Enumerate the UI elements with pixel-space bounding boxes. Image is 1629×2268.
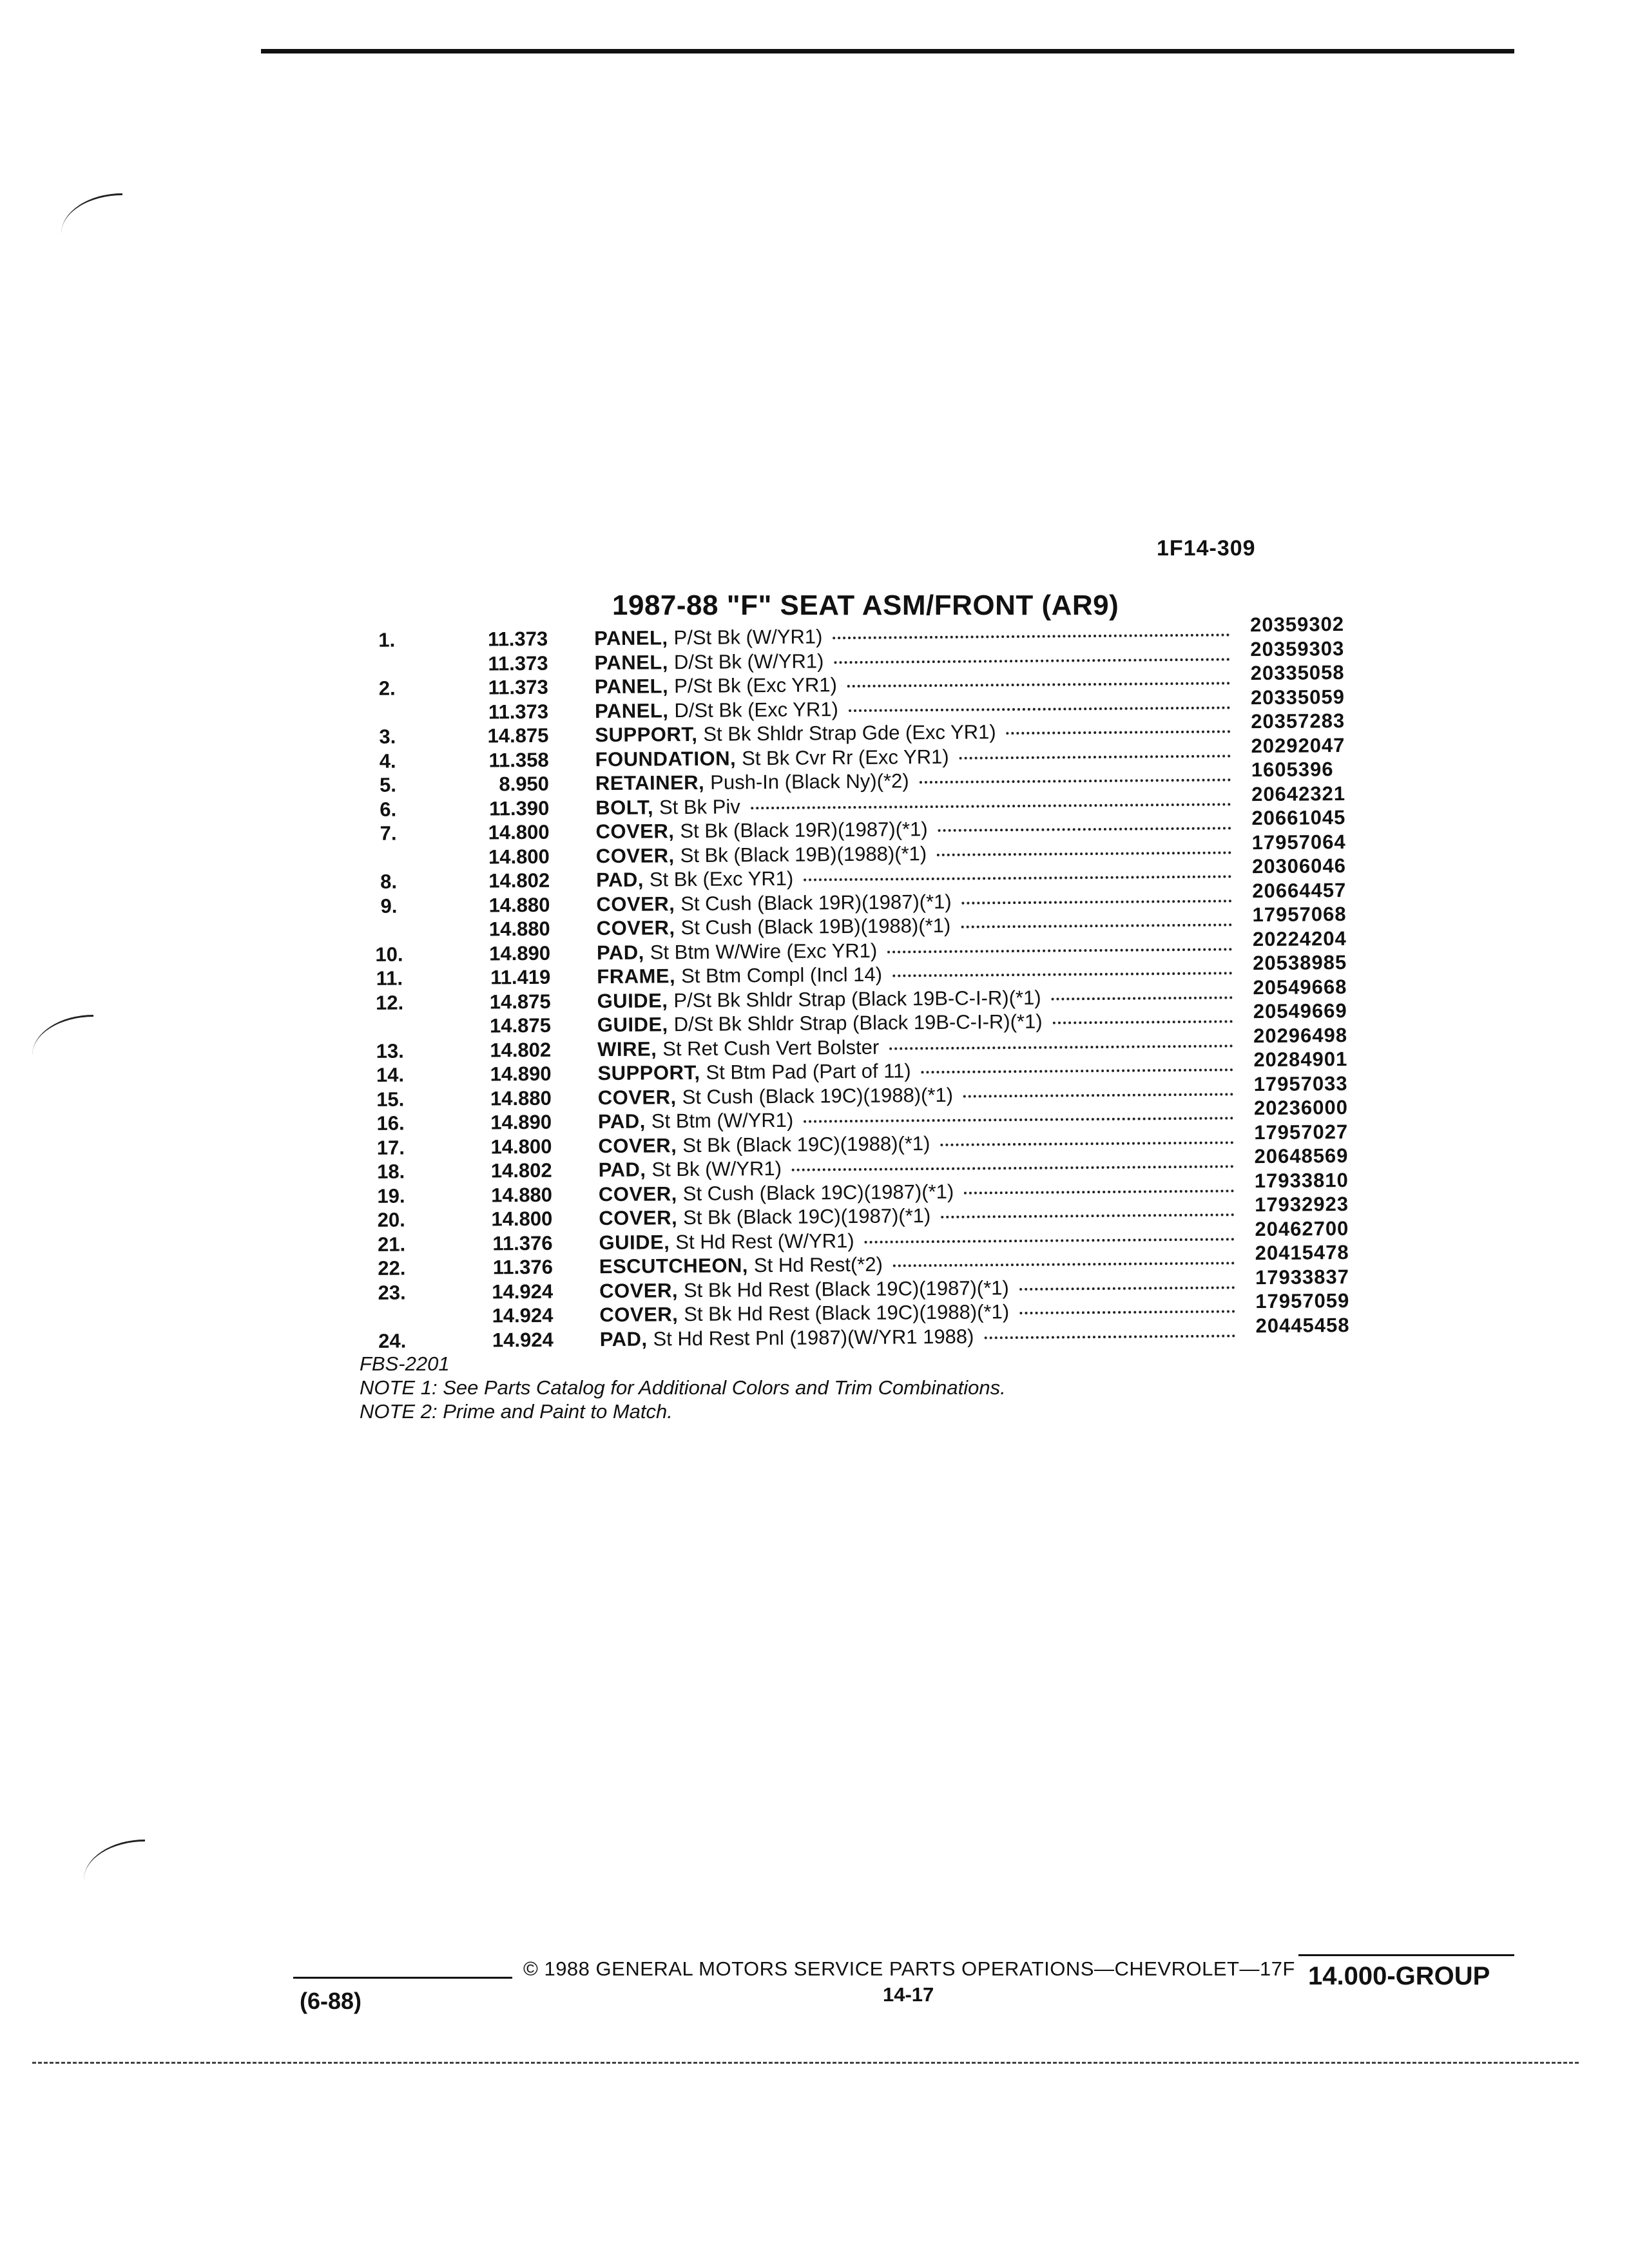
dot-leader <box>833 633 1229 639</box>
ref-number: 1. <box>378 628 396 651</box>
part-detail: St Bk (Black 19C)(1987)(*1) <box>682 1204 931 1229</box>
part-detail: St Cush (Black 19B)(1988)(*1) <box>680 914 951 939</box>
group-number: 14.880 <box>491 1183 553 1206</box>
part-name: COVER, <box>595 820 675 843</box>
dot-leader <box>849 706 1230 712</box>
part-number: 20335058 <box>1250 661 1345 685</box>
parts-list <box>361 613 1398 1352</box>
footer-copyright: © 1988 GENERAL MOTORS SERVICE PARTS OPERATIONS—CHEVROLET—17F <box>523 1957 1295 1980</box>
group-number: 14.880 <box>488 893 550 916</box>
part-detail: St Hd Rest (W/YR1) <box>675 1229 854 1253</box>
part-detail: P/St Bk Shldr Strap (Black 19B-C-I-R)(*1) <box>673 986 1041 1012</box>
dot-leader <box>1007 730 1231 735</box>
page-title: 1987-88 "F" SEAT ASM/FRONT (AR9) <box>612 590 1119 621</box>
group-number: 14.875 <box>487 724 549 747</box>
note-2: NOTE 2: Prime and Paint to Match. <box>360 1400 673 1423</box>
part-number: 20664457 <box>1252 878 1347 902</box>
part-name: COVER, <box>595 843 675 867</box>
part-detail: St Bk Shldr Strap Gde (Exc YR1) <box>703 720 996 745</box>
part-number: 20642321 <box>1251 782 1346 805</box>
part-detail: St Bk Piv <box>659 794 740 818</box>
ref-number <box>366 1304 418 1305</box>
ref-number: 13. <box>376 1039 404 1062</box>
footer-date: (6-88) <box>300 1988 362 2014</box>
part-name: PAD, <box>599 1327 648 1350</box>
part-number: 17957027 <box>1254 1120 1349 1144</box>
part-name: COVER, <box>596 916 675 940</box>
part-name: SUPPORT, <box>595 722 698 747</box>
part-detail: St Bk Hd Rest (Black 19C)(1988)(*1) <box>684 1300 1010 1326</box>
part-detail: St Bk (Black 19R)(1987)(*1) <box>680 818 928 843</box>
dot-leader <box>938 827 1231 832</box>
part-description <box>600 1322 1244 1351</box>
scan-mark-top <box>61 193 122 234</box>
part-detail: P/St Bk (W/YR1) <box>673 625 823 649</box>
group-number: 14.875 <box>489 1014 552 1037</box>
group-number: 14.924 <box>492 1280 554 1303</box>
part-number: 20357283 <box>1251 709 1345 733</box>
part-name: GUIDE, <box>597 1013 668 1037</box>
dot-leader <box>834 658 1229 664</box>
ref-number: 22. <box>378 1256 406 1280</box>
dot-leader <box>962 899 1232 904</box>
group-number: 14.924 <box>492 1328 554 1351</box>
ref-number: 16. <box>376 1111 405 1135</box>
dot-leader <box>1019 1310 1235 1314</box>
group-number: 14.800 <box>488 820 550 844</box>
part-name: COVER, <box>599 1206 678 1230</box>
ref-number: 21. <box>377 1232 406 1256</box>
part-name: PANEL, <box>594 698 669 722</box>
dot-leader <box>889 1044 1233 1050</box>
part-detail: St Bk (Black 19C)(1988)(*1) <box>682 1131 930 1157</box>
part-name: GUIDE, <box>599 1230 670 1254</box>
group-number: 11.373 <box>488 675 548 699</box>
part-name: WIRE, <box>597 1037 657 1061</box>
group-number: 11.373 <box>488 651 548 675</box>
part-number: 17933810 <box>1254 1168 1349 1192</box>
group-number: 14.924 <box>492 1303 554 1327</box>
ref-number: 24. <box>378 1329 407 1352</box>
ref-number: 5. <box>379 773 397 796</box>
ref-number: 7. <box>380 822 397 845</box>
ref-number: 14. <box>376 1063 405 1086</box>
group-number: 11.358 <box>488 748 549 771</box>
part-detail: D/St Bk (W/YR1) <box>673 649 824 673</box>
part-number: 20648569 <box>1254 1144 1349 1168</box>
part-number: 17957033 <box>1253 1072 1348 1095</box>
part-detail: St Btm (W/YR1) <box>651 1108 794 1133</box>
top-rule <box>261 49 1514 53</box>
ref-number: 15. <box>376 1087 405 1111</box>
dot-leader <box>921 1068 1233 1073</box>
footer-group: 14.000-GROUP <box>1308 1962 1490 1990</box>
part-number: 17957064 <box>1251 830 1346 854</box>
group-number: 14.880 <box>488 917 550 941</box>
ref-number: 10. <box>375 943 403 966</box>
ref-number: 6. <box>380 798 397 821</box>
part-number: 17933837 <box>1255 1265 1350 1289</box>
part-detail: St Bk Hd Rest (Black 19C)(1987)(*1) <box>683 1276 1009 1302</box>
dot-leader <box>984 1334 1235 1339</box>
part-name: ESCUTCHEON, <box>599 1254 749 1278</box>
part-name: COVER, <box>597 1085 677 1109</box>
dot-leader <box>887 948 1232 953</box>
page-reference: 1F14-309 <box>1157 536 1256 561</box>
part-number: 17957059 <box>1255 1289 1350 1313</box>
part-detail: Push-In (Black Ny)(*2) <box>710 769 909 794</box>
dot-leader <box>964 1189 1234 1194</box>
dot-leader <box>892 972 1232 977</box>
ref-number: 20. <box>377 1208 405 1231</box>
part-number: 20335059 <box>1250 685 1345 709</box>
part-name: COVER, <box>599 1303 679 1327</box>
group-number: 14.890 <box>490 1062 552 1086</box>
part-name: COVER, <box>598 1133 677 1157</box>
dot-leader <box>937 851 1231 856</box>
part-detail: St Bk (Black 19B)(1988)(*1) <box>680 841 927 867</box>
part-number: 20549668 <box>1253 975 1347 999</box>
dot-leader <box>1053 1020 1233 1024</box>
part-number: 17957068 <box>1252 903 1347 927</box>
dot-leader <box>940 1141 1233 1146</box>
part-detail: St Bk (W/YR1) <box>651 1157 782 1181</box>
dot-leader <box>1019 1286 1235 1291</box>
ref-number <box>361 652 412 653</box>
part-name: PANEL, <box>594 626 668 650</box>
part-number: 20224204 <box>1252 927 1347 950</box>
part-detail: St Cush (Black 19C)(1987)(*1) <box>682 1180 954 1205</box>
dot-leader <box>963 1093 1233 1097</box>
group-number: 14.800 <box>488 845 550 868</box>
part-number: 20445458 <box>1255 1313 1350 1337</box>
part-detail: St Hd Rest Pnl (1987)(W/YR1 1988) <box>653 1325 974 1350</box>
group-number: 11.390 <box>489 796 550 820</box>
part-number: 20306046 <box>1251 854 1347 878</box>
footer-rule-left <box>293 1977 512 1979</box>
part-name: BOLT, <box>595 795 654 819</box>
ref-number: 12. <box>375 990 404 1014</box>
part-name: COVER, <box>596 892 675 916</box>
part-name: PANEL, <box>594 650 669 674</box>
part-number: 17932923 <box>1254 1192 1349 1216</box>
figure-id: FBS-2201 <box>360 1352 450 1375</box>
part-detail: D/St Bk (Exc YR1) <box>674 697 838 722</box>
notes-block <box>360 1352 1006 1423</box>
scan-mark-bottom <box>84 1840 145 1880</box>
part-detail: St Btm Pad (Part of 11) <box>706 1059 911 1084</box>
part-number: 20292047 <box>1251 733 1345 757</box>
ref-number: 3. <box>379 725 396 748</box>
ref-number <box>364 1014 416 1015</box>
group-number: 11.376 <box>492 1255 553 1279</box>
dot-leader <box>961 923 1231 928</box>
ref-number <box>363 845 414 846</box>
dot-leader <box>804 875 1231 881</box>
dot-leader <box>847 682 1230 687</box>
dot-leader <box>1052 996 1233 1000</box>
part-number: 20359302 <box>1249 613 1345 637</box>
part-name: RETAINER, <box>595 771 705 795</box>
part-detail: D/St Bk Shldr Strap (Black 19B-C-I-R)(*1) <box>673 1010 1043 1036</box>
ref-number: 19. <box>377 1184 405 1207</box>
group-number: 14.800 <box>490 1135 552 1158</box>
ref-number: 17. <box>376 1135 405 1159</box>
group-number: 11.373 <box>488 700 549 723</box>
dot-leader <box>893 1262 1235 1267</box>
ref-number: 18. <box>376 1160 405 1183</box>
dot-leader <box>792 1165 1234 1171</box>
part-number: 20415478 <box>1255 1240 1349 1265</box>
part-number: 20462700 <box>1255 1216 1349 1240</box>
part-name: GUIDE, <box>597 988 668 1012</box>
dot-leader <box>959 754 1231 759</box>
part-detail: St Hd Rest(*2) <box>753 1253 883 1277</box>
group-number: 11.376 <box>492 1231 553 1254</box>
part-number: 20661045 <box>1251 806 1346 830</box>
group-number: 14.800 <box>491 1207 553 1231</box>
part-name: PAD, <box>598 1158 646 1182</box>
part-name: PAD, <box>596 941 644 964</box>
group-number: 14.890 <box>489 941 551 965</box>
part-name: PANEL, <box>594 675 669 698</box>
scan-mark-middle <box>32 1015 93 1055</box>
part-name: FRAME, <box>597 965 676 988</box>
ref-number: 8. <box>380 870 398 893</box>
part-detail: St Bk (Exc YR1) <box>649 867 794 891</box>
group-number: 11.373 <box>487 627 548 651</box>
part-detail: P/St Bk (Exc YR1) <box>674 673 837 698</box>
part-number: 1605396 <box>1251 758 1334 782</box>
ref-number <box>361 700 413 701</box>
part-detail: St Cush (Black 19R)(1987)(*1) <box>680 890 952 915</box>
part-detail: St Ret Cush Vert Bolster <box>662 1035 880 1060</box>
part-number: 20538985 <box>1253 950 1347 975</box>
group-number: 11.419 <box>490 965 551 989</box>
part-name: COVER, <box>598 1182 677 1206</box>
dot-leader <box>865 1238 1235 1244</box>
part-name: PAD, <box>595 868 644 892</box>
ref-number: 9. <box>380 894 398 918</box>
part-number: 20236000 <box>1253 1095 1349 1120</box>
footer-rule-right <box>1298 1954 1514 1956</box>
ref-number: 4. <box>379 749 396 773</box>
ref-number: 11. <box>376 966 403 990</box>
note-1: NOTE 1: See Parts Catalog for Additional Colors and Trim Combinations. <box>360 1376 1006 1399</box>
ref-number: 23. <box>378 1280 406 1304</box>
part-detail: St Btm Compl (Incl 14) <box>680 963 883 988</box>
group-number: 14.802 <box>490 1038 552 1061</box>
dot-leader <box>751 803 1231 809</box>
part-name: FOUNDATION, <box>595 746 737 771</box>
footer-page-number: 14-17 <box>883 1983 934 2006</box>
group-number: 14.802 <box>488 869 550 892</box>
part-number: 20284901 <box>1253 1047 1348 1072</box>
part-name: SUPPORT, <box>597 1061 700 1085</box>
group-number: 8.950 <box>499 772 550 796</box>
part-name: PAD, <box>597 1110 646 1133</box>
ref-number: 2. <box>378 677 396 700</box>
part-detail: St Cush (Black 19C)(1988)(*1) <box>682 1083 954 1108</box>
part-detail: St Btm W/Wire (Exc YR1) <box>650 939 878 963</box>
part-number: 20359303 <box>1250 637 1345 660</box>
part-detail: St Bk Cvr Rr (Exc YR1) <box>741 745 949 769</box>
part-number: 20296498 <box>1253 1023 1348 1047</box>
group-number: 14.802 <box>490 1158 552 1182</box>
group-number: 14.880 <box>490 1086 552 1110</box>
group-number: 14.875 <box>489 990 551 1013</box>
dot-leader <box>941 1213 1234 1218</box>
bottom-rule <box>32 2062 1579 2064</box>
dot-leader <box>920 778 1231 783</box>
part-name: COVER, <box>599 1278 679 1302</box>
group-number: 14.890 <box>490 1110 552 1134</box>
dot-leader <box>804 1117 1233 1122</box>
part-number: 20549669 <box>1253 999 1347 1023</box>
